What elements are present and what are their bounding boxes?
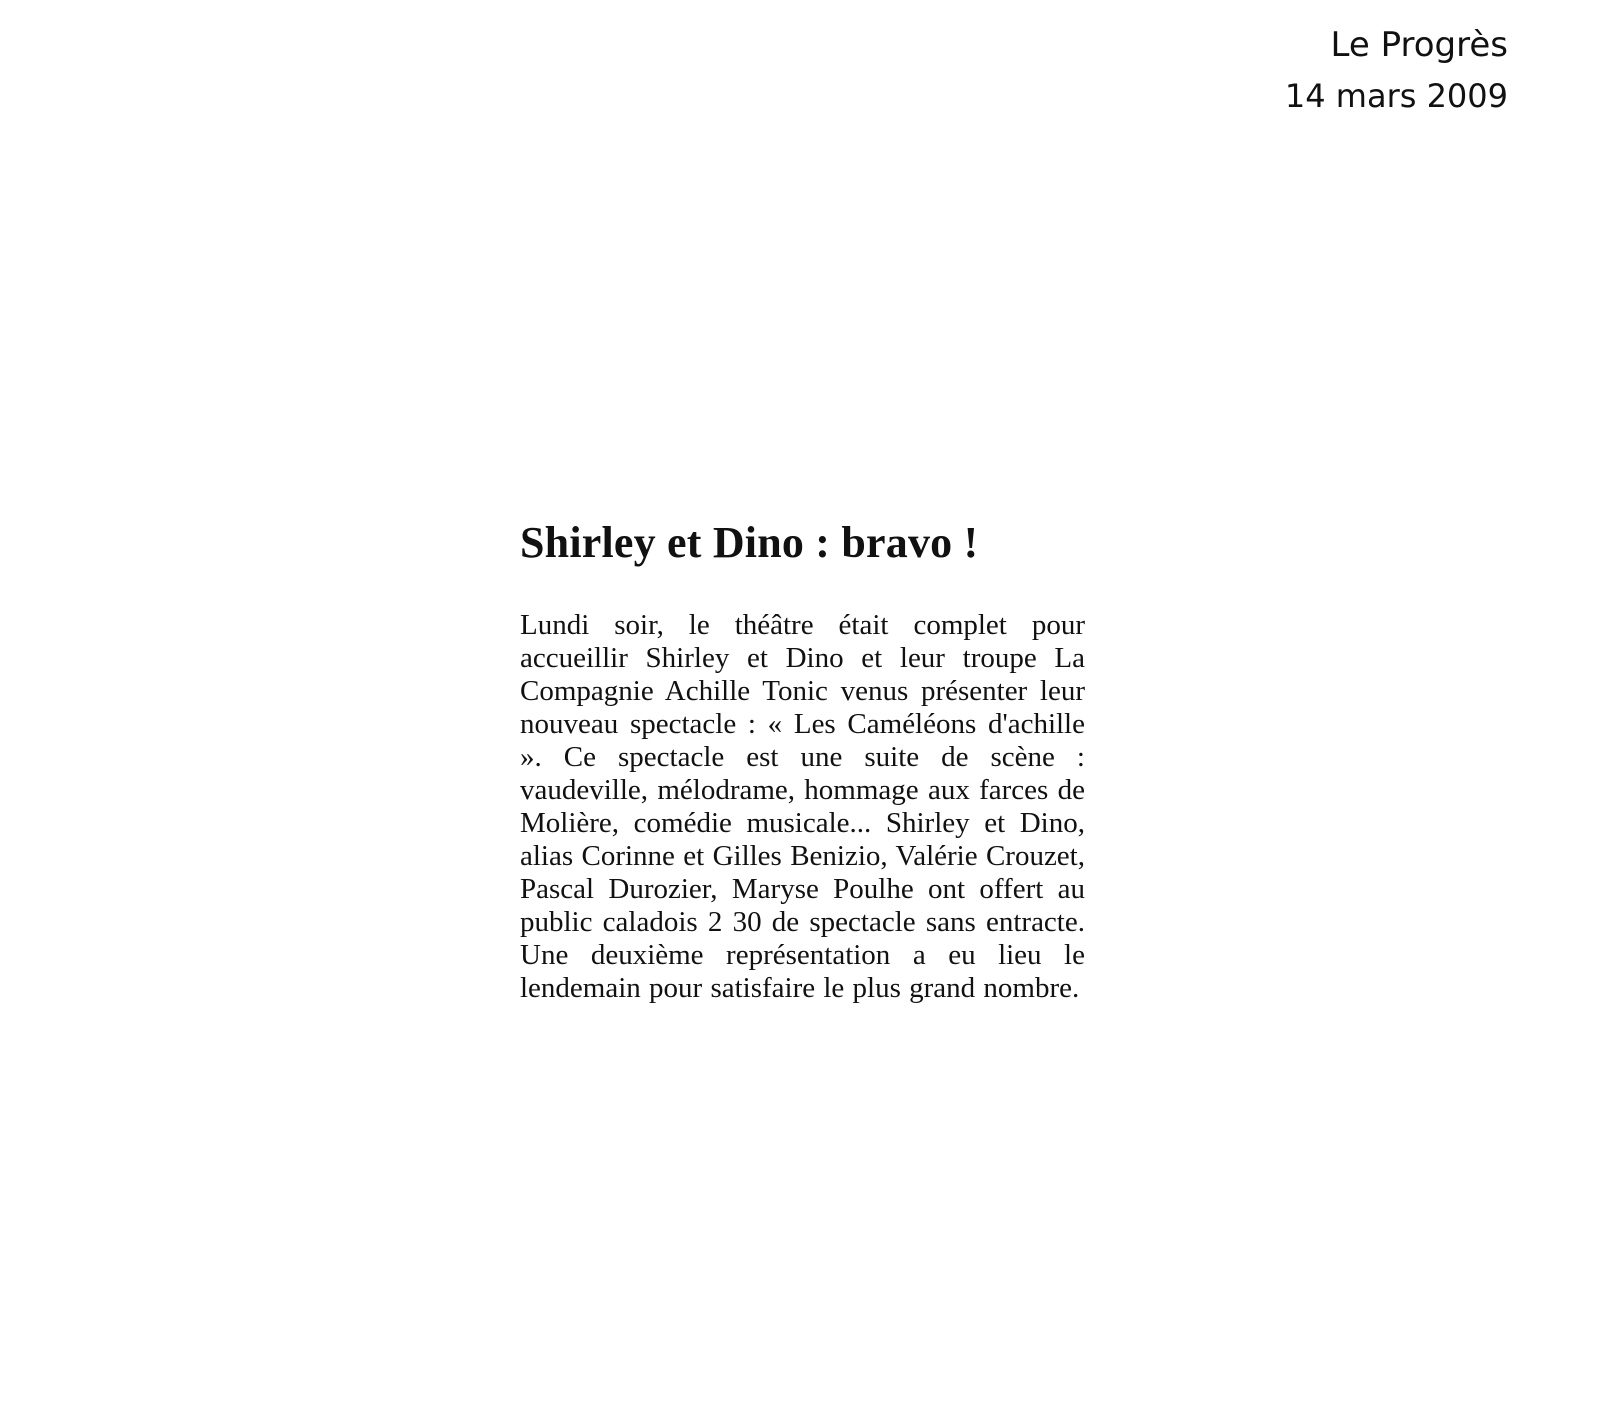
article-clipping (520, 515, 1085, 1005)
publication-name: Le Progrès (1330, 25, 1508, 65)
article-body: Lundi soir, le théâtre était complet pour accueillir Shirley et Dino et leur troupe La Compagnie Achille Tonic venus présenter leur nouveau spectacle : « Les Caméléons d'achille ». Ce spectacle est une suite de scène : vaudeville, mélodrame, hommage aux farces de Molière, comédie musicale... Shirley et Dino, alias Corinne et Gilles Benizio, Valérie Crouzet, Pascal Durozier, Maryse Poulhe ont offert au public caladois 2 30 de spectacle sans entracte. Une deuxième représentation a eu lieu le lendemain pour satisfaire le plus grand nombre. (520, 609, 1085, 1004)
publication-date: 14 mars 2009 (1284, 77, 1508, 115)
publication-header (1285, 22, 1508, 124)
article-title: Shirley et Dino : bravo ! (520, 518, 979, 567)
